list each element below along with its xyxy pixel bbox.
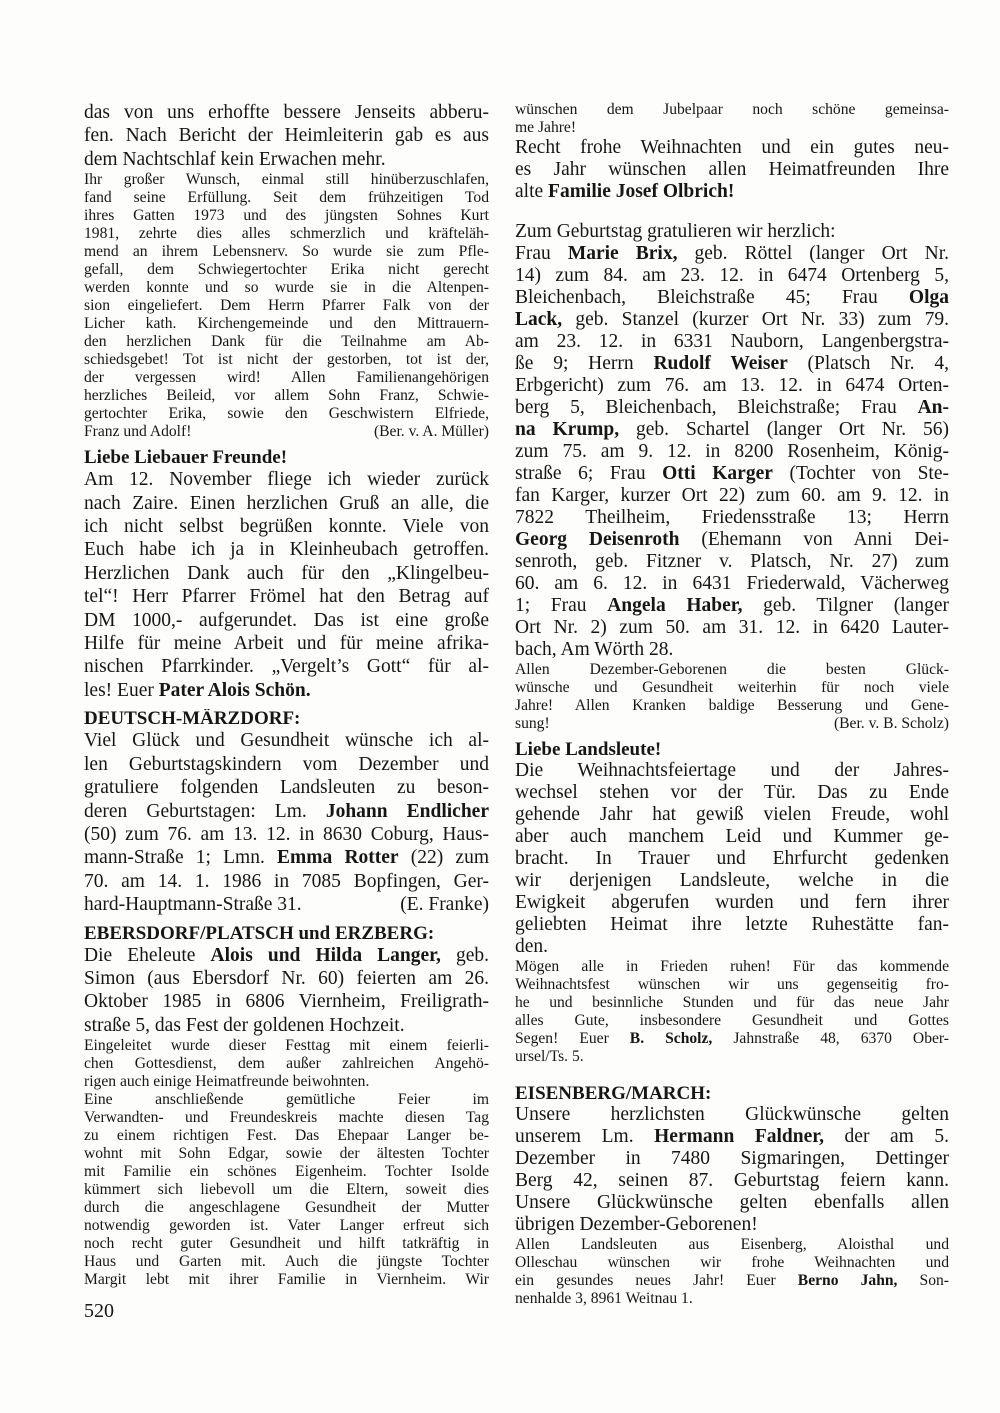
text-line: durch die angeschlagene Gesundheit der Mutter: [84, 1199, 489, 1217]
bold-name: Georg Deisenroth: [515, 529, 680, 550]
text-line: am 23. 12. in 6331 Nauborn, Langenbergstra-: [515, 331, 949, 352]
text-line: wünsche und Gesundheit weiterhin für noch viele: [515, 679, 949, 696]
bold-name: Angela Haber,: [607, 595, 743, 616]
text-line: wechsel stehen vor der Tür. Das zu Ende: [515, 782, 949, 803]
section-heading: [515, 740, 949, 760]
text-line: Bleichenbach, Bleichstraße 45; Frau Olga: [515, 287, 949, 308]
text-line: he und besinnliche Stunden und für das neue Jahr: [515, 994, 949, 1011]
text-line: wünschen dem Jubelpaar noch schöne gemeinsa-: [515, 101, 949, 118]
section-heading: [84, 448, 489, 468]
text-line: Hilfe für meine Arbeit und für meine afrika-: [84, 633, 489, 655]
bold-name: An-: [917, 397, 949, 418]
text-line: zu einem richtigen Fest. Das Ehepaar Langer be-: [84, 1127, 489, 1145]
text-line: straße 6; Frau Otti Karger (Tochter von Ste-: [515, 463, 949, 484]
text-line: Weihnachtsfest wünschen wir uns gegenseitig fro-: [515, 976, 949, 993]
paragraph: [515, 243, 949, 661]
text-line: es Jahr wünschen allen Heimatfreunden Ihre: [515, 159, 949, 180]
paragraph: [515, 101, 949, 137]
text-line: mit Familie ein schönes Eigenheim. Tochter Isolde: [84, 1163, 489, 1181]
text-line: kümmert sich liebevoll um die Eltern, soweit dies: [84, 1181, 489, 1199]
text-line: unserem Lm. Hermann Faldner, der am 5.: [515, 1126, 949, 1147]
text-line: schiedsgebet! Tot ist nicht der gestorben, tot ist der,: [84, 351, 489, 369]
text-line: chen Gottesdienst, dem außer zahlreichen Angehö-: [84, 1055, 489, 1073]
text-line: nach Zaire. Einen herzlichen Gruß an alle, die: [84, 492, 489, 514]
text-line: Allen Dezember-Geborenen die besten Glück-: [515, 661, 949, 678]
text-line: Eine anschließende gemütliche Feier im: [84, 1091, 489, 1109]
text-line: Berg 42, seinen 87. Geburtstag feiern kann.: [515, 1170, 949, 1191]
bold-name: Hermann Faldner,: [654, 1126, 824, 1147]
text-line: Olleschau wünschen wir frohe Weihnachten und: [515, 1254, 949, 1271]
paragraph: [84, 468, 489, 702]
text-line: Unsere herzlichsten Glückwünsche gelten: [515, 1104, 949, 1125]
text-line: DEUTSCH-MÄRZDORF:: [84, 709, 301, 730]
text-line: Euch habe ich ja in Kleinheubach getroffen.: [84, 539, 489, 561]
paragraph: [84, 729, 489, 916]
paragraph: [515, 221, 949, 243]
text-line: ursel/Ts. 5.: [515, 1048, 584, 1065]
text-line: notwendig geworden ist. Vater Langer erfreut sich: [84, 1217, 489, 1235]
text-line: Recht frohe Weihnachten und ein gutes neu-: [515, 137, 949, 158]
text-line: Ihr großer Wunsch, einmal still hinüberzuschlafen,: [84, 171, 489, 189]
text-line: ich nicht selbst begrüßen konnte. Viele von: [84, 516, 489, 538]
text-line: 70. am 14. 1. 1986 in 7085 Bopfingen, Ger-: [84, 870, 489, 892]
text-line: das von uns erhoffte bessere Jenseits abberu-: [84, 102, 489, 123]
section-heading: [84, 709, 489, 729]
text-line: Am 12. November fliege ich wieder zurück: [84, 469, 489, 491]
text-line: übrigen Dezember-Geborenen!: [515, 1214, 758, 1235]
paragraph: [515, 760, 949, 958]
text-line: [515, 715, 949, 733]
paragraph: [84, 1037, 489, 1091]
text-line: Unsere Glückwünsche gelten ebenfalls allen: [515, 1192, 949, 1213]
attribution: (E. Franke): [400, 894, 489, 916]
paragraph: [515, 1236, 949, 1308]
text-line: bach, Am Wörth 28.: [515, 639, 674, 660]
text-line: berg 5, Bleichenbach, Bleichstraße; Frau An-: [515, 397, 949, 418]
bold-name: na Krump,: [515, 419, 620, 440]
text-line: alles Gute, insbesondere Gesundheit und Gottes: [515, 1012, 949, 1029]
text-line: mann-Straße 1; Lmn. Emma Rotter (22) zum: [84, 847, 489, 869]
text-segment: Franz und Adolf!: [84, 423, 192, 441]
text-line: der vergessen wird! Allen Familienangehörigen: [84, 369, 489, 387]
text-line: alte Familie Josef Olbrich!: [515, 181, 735, 202]
bold-name: Pater Alois Schön.: [158, 679, 311, 701]
text-line: Die Eheleute Alois und Hilda Langer, geb.: [84, 944, 489, 966]
text-segment: sung!: [515, 715, 550, 732]
right-column: [515, 101, 949, 1308]
bold-name: Marie Brix,: [567, 243, 678, 264]
text-line: gertochter Erika, sowie den Geschwistern Elfriede,: [84, 405, 489, 423]
text-line: straße 5, das Fest der goldenen Hochzeit.: [84, 1014, 405, 1036]
text-line: len Geburtstagskindern vom Dezember und: [84, 753, 489, 775]
text-line: geliebten Heimat ihre letzte Ruhestätte fan-: [515, 914, 949, 935]
text-line: bracht. In Trauer und Ehrfurcht gedenken: [515, 848, 949, 869]
text-segment: hard-Hauptmann-Straße 31.: [84, 894, 302, 916]
text-line: Liebe Liebauer Freunde!: [84, 448, 288, 469]
bold-name: Alois und Hilda Langer,: [210, 944, 441, 966]
attribution: (Ber. v. B. Scholz): [833, 715, 949, 732]
paragraph: [515, 137, 949, 203]
page-number: 520: [84, 1300, 114, 1322]
text-line: gefall, dem Schwiegertochter Erika nicht gerecht: [84, 261, 489, 279]
bold-name: Lack,: [515, 309, 563, 330]
paragraph: [84, 171, 489, 441]
text-line: rigen auch einige Heimatfreunde beiwohnten.: [84, 1073, 370, 1091]
text-line: (50) zum 76. am 13. 12. in 8630 Coburg, Haus-: [84, 823, 489, 845]
text-line: Liebe Landsleute!: [515, 740, 662, 760]
text-line: ße 9; Herrn Rudolf Weiser (Platsch Nr. 4,: [515, 353, 949, 374]
text-line: mend an ihrem Lebensnerv. So wurde sie zum Pfle-: [84, 243, 489, 261]
text-line: tel“! Herr Pfarrer Frömel hat den Betrag auf: [84, 586, 489, 608]
text-line: herzliches Beileid, vor allem Sohn Franz, Schwie-: [84, 387, 489, 405]
text-line: Viel Glück und Gesundheit wünsche ich al-: [84, 730, 489, 752]
text-line: aber auch manchem Leid und Kummer ge-: [515, 826, 949, 847]
text-line: Dezember in 7480 Sigmaringen, Dettinger: [515, 1148, 949, 1169]
text-line: gehende Jahr hat gewiß vielen Freude, wohl: [515, 804, 949, 825]
text-line: les! Euer Pater Alois Schön.: [84, 679, 311, 701]
text-line: Zum Geburtstag gratulieren wir herzlich:: [515, 221, 836, 242]
paragraph: [515, 1104, 949, 1236]
text-line: wohnt mit Sohn Edgar, sowie der ältesten Tochter: [84, 1145, 489, 1163]
text-line: na Krump, geb. Schartel (langer Ort Nr. 56): [515, 419, 949, 440]
bold-name: Emma Rotter: [277, 847, 399, 869]
bold-name: Johann Endlicher: [325, 800, 489, 822]
paragraph: [515, 661, 949, 733]
text-line: Licher kath. Kirchengemeinde und den Mittrauern-: [84, 315, 489, 333]
paragraph: [84, 1091, 489, 1289]
text-line: Eingeleitet wurde dieser Festtag mit einem feierli-: [84, 1037, 489, 1055]
text-line: 1; Frau Angela Haber, geb. Tilgner (langer: [515, 595, 949, 616]
text-line: fan Karger, kurzer Ort 22) zum 60. am 9. 12. in: [515, 485, 949, 506]
left-column: [84, 101, 489, 1289]
text-line: Simon (aus Ebersdorf Nr. 60) feierten am 26.: [84, 967, 489, 989]
text-line: fen. Nach Bericht der Heimleiterin gab es aus: [84, 125, 489, 147]
text-line: EBERSDORF/PLATSCH und ERZBERG:: [84, 923, 435, 944]
text-line: 7822 Theilheim, Friedensstraße 13; Herrn: [515, 507, 949, 528]
text-line: gratuliere folgenden Landsleuten zu beson-: [84, 777, 489, 799]
text-line: Frau Marie Brix, geb. Röttel (langer Ort Nr.: [515, 243, 949, 264]
text-line: den.: [515, 936, 549, 957]
text-line: Allen Landsleuten aus Eisenberg, Aloisthal und: [515, 1236, 949, 1253]
paragraph: [84, 101, 489, 171]
text-line: EISENBERG/MARCH:: [515, 1084, 712, 1104]
text-line: me Jahre!: [515, 119, 577, 136]
text-line: ein gesundes neues Jahr! Euer Berno Jahn, Son-: [515, 1272, 949, 1289]
text-line: noch recht guter Gesundheit und hilft tatkräftig in: [84, 1235, 489, 1253]
text-line: DM 1000,- aufgerundet. Das ist eine große: [84, 609, 489, 631]
text-line: 14) zum 84. am 23. 12. in 6474 Ortenberg 5,: [515, 265, 949, 286]
text-line: Georg Deisenroth (Ehemann von Anni Dei-: [515, 529, 949, 550]
text-line: Segen! Euer B. Scholz, Jahnstraße 48, 6370 Ober-: [515, 1030, 949, 1047]
text-line: sion eingeliefert. Dem Herrn Pfarrer Falk von der: [84, 297, 489, 315]
text-line: fand seine Erfüllung. Seit dem frühzeitigen Tod: [84, 189, 489, 207]
bold-name: Berno Jahn,: [797, 1272, 898, 1289]
text-line: werden konnte und so wurde sie in die Altenpen-: [84, 279, 489, 297]
bold-name: Familie Josef Olbrich!: [548, 181, 735, 202]
text-line: wir derjenigen Landsleute, welche in die: [515, 870, 949, 891]
section-heading: [84, 924, 489, 944]
text-line: Herzlichen Dank auch für den „Klingelbeu-: [84, 562, 489, 584]
text-line: Oktober 1985 in 6806 Viernheim, Freiligrath-: [84, 991, 489, 1013]
text-line: den herzlichen Dank für die Teilnahme am Ab-: [84, 333, 489, 351]
text-line: 1981, zehrte dies alles schmerzlich und kräfteläh-: [84, 225, 489, 243]
text-line: Mögen alle in Frieden ruhen! Für das kommende: [515, 958, 949, 975]
text-line: Lack, geb. Stanzel (kurzer Ort Nr. 33) zum 79.: [515, 309, 949, 330]
text-line: [84, 893, 489, 916]
text-line: Ort Nr. 2) zum 50. am 31. 12. in 6420 Lauter-: [515, 617, 949, 638]
text-line: nischen Pfarrkinder. „Vergelt’s Gott“ für al-: [84, 656, 489, 678]
bold-name: Otti Karger: [662, 463, 773, 484]
bold-name: Olga: [908, 287, 949, 308]
text-line: zum 75. am 9. 12. in 8200 Rosenheim, König-: [515, 441, 949, 462]
section-heading: [515, 1084, 949, 1104]
attribution: (Ber. v. A. Müller): [373, 423, 489, 441]
text-line: senroth, geb. Fitzner v. Platsch, Nr. 27) zum: [515, 551, 949, 572]
bold-name: Rudolf Weiser: [653, 353, 788, 374]
text-line: Haus und Garten mit. Auch die jüngste Tochter: [84, 1253, 489, 1271]
text-line: [84, 423, 489, 441]
text-line: Die Weihnachtsfeiertage und der Jahres-: [515, 760, 949, 781]
text-line: ihres Gatten 1973 und des jüngsten Sohnes Kurt: [84, 207, 489, 225]
text-line: Erbgericht) zum 76. am 13. 12. in 6474 Orten-: [515, 375, 949, 396]
paragraph: [84, 944, 489, 1038]
text-line: Verwandten- und Freundeskreis machte diesen Tag: [84, 1109, 489, 1127]
text-line: deren Geburtstagen: Lm. Johann Endlicher: [84, 800, 489, 822]
text-line: Ewigkeit abgerufen wurden und fern ihrer: [515, 892, 949, 913]
bold-name: B. Scholz,: [629, 1030, 713, 1047]
text-line: nenhalde 3, 8961 Weitnau 1.: [515, 1290, 693, 1307]
text-line: Jahre! Allen Kranken baldige Besserung und Gene-: [515, 697, 949, 714]
text-line: dem Nachtschlaf kein Erwachen mehr.: [84, 148, 386, 170]
text-line: Margit lebt mit ihrer Familie in Viernheim. Wir: [84, 1271, 489, 1289]
text-line: 60. am 6. 12. in 6431 Friederwald, Vächerweg: [515, 573, 949, 594]
paragraph: [515, 958, 949, 1066]
